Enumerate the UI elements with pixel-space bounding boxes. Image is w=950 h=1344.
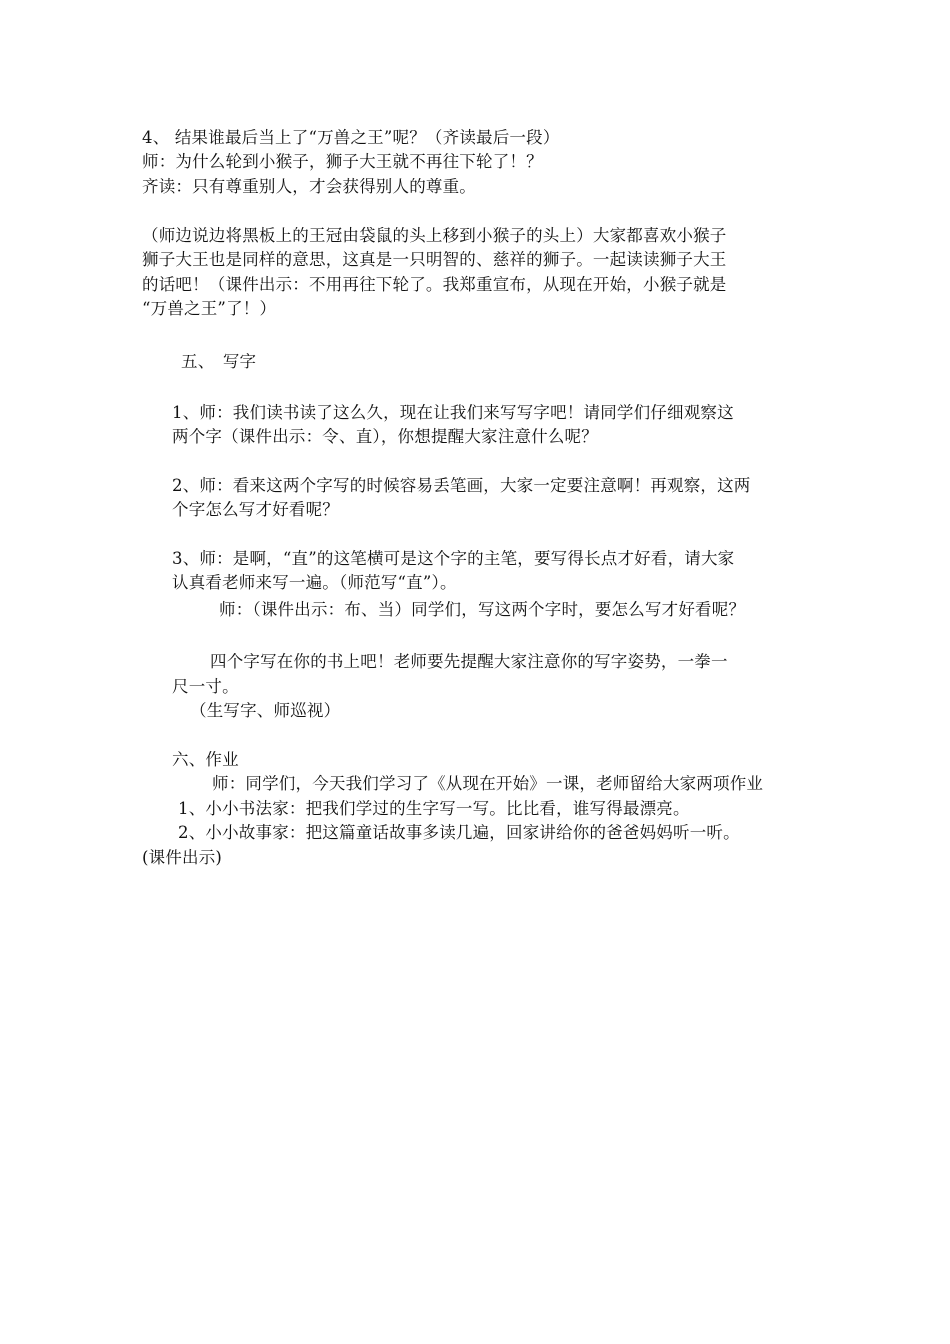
paragraph-line: 师：（课件出示：布、当）同学们，写这两个字时，要怎么写才好看呢？ (219, 600, 746, 619)
paragraph-line: 四个字写在你的书上吧！老师要先提醒大家注意你的写字姿势，一拳一 (210, 652, 728, 671)
list-item: 1、小小书法家：把我们学过的生字写一写。比比看，谁写得最漂亮。 (178, 799, 690, 818)
list-item: 2、小小故事家：把这篇童话故事多读几遍，回家讲给你的爸爸妈妈听一听。 (178, 823, 740, 842)
paragraph-line: “万兽之王”了！） (142, 299, 277, 318)
paragraph-line: （生写字、师巡视） (190, 701, 341, 720)
paragraph-line: 个字怎么写才好看呢？ (172, 500, 339, 519)
paragraph-line: 的话吧！（课件出示：不用再往下轮了。我郑重宣布，从现在开始，小猴子就是 (142, 275, 727, 294)
paragraph-line: 师：同学们，今天我们学习了《从现在开始》一课，老师留给大家两项作业 (212, 774, 764, 793)
paragraph-line: 尺一寸。 (172, 677, 239, 696)
paragraph-line: 齐读：只有尊重别人，才会获得别人的尊重。 (142, 177, 476, 196)
section-heading: 六、作业 (172, 750, 239, 769)
paragraph-line: 认真看老师来写一遍。（师范写“直”）。 (172, 573, 457, 592)
paragraph-line: 2、师：看来这两个字写的时候容易丢笔画，大家一定要注意啊！再观察，这两 (172, 476, 751, 495)
paragraph-line: 两个字（课件出示：令、直），你想提醒大家注意什么呢？ (172, 427, 598, 446)
paragraph-line: （师边说边将黑板上的王冠由袋鼠的头上移到小猴子的头上）大家都喜欢小猴子 (142, 226, 727, 245)
paragraph-line: (课件出示) (142, 848, 223, 867)
paragraph-line: 师：为什么轮到小猴子，狮子大王就不再往下轮了！？ (142, 152, 543, 171)
paragraph-line: 1、师：我们读书读了这么久，现在让我们来写写字吧！请同学们仔细观察这 (172, 403, 734, 422)
section-heading: 五、 写字 (181, 352, 257, 371)
paragraph-line: 狮子大王也是同样的意思，这真是一只明智的、慈祥的狮子。一起读读狮子大王 (142, 250, 727, 269)
paragraph-line: 3、师：是啊，“直”的这笔横可是这个字的主笔，要写得长点才好看，请大家 (172, 549, 735, 568)
paragraph-line: 4、 结果谁最后当上了“万兽之王”呢？（齐读最后一段） (142, 128, 560, 147)
